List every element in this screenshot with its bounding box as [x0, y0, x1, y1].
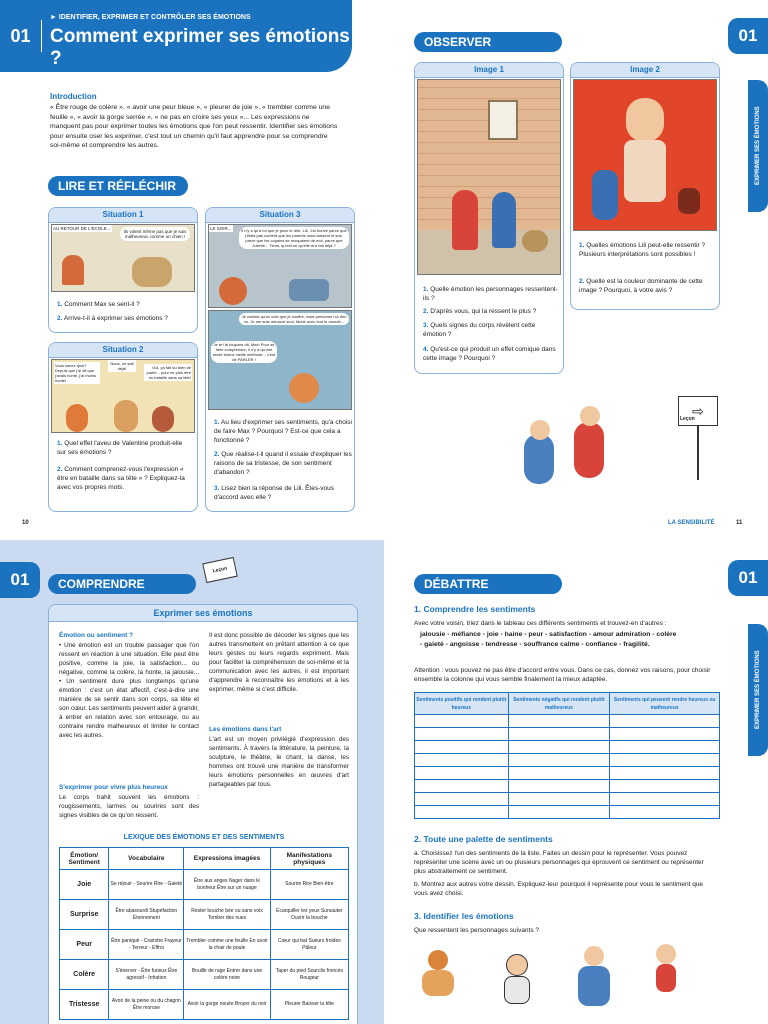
page-gutter [0, 527, 768, 541]
i1-question-4: 4. Qu'est-ce qui produit un effet comique dans cette image ? Pourquoi ? [423, 346, 556, 362]
empty-cell[interactable] [415, 728, 509, 741]
s2-question-1: 1. Quel effet l'aveu de Valentine produit-elle sur ses émotions ? [57, 440, 183, 456]
situation-1-comic [51, 224, 195, 292]
i1-question-2: 2. D'après vous, qui la ressent le plus ? [423, 308, 537, 315]
lili-body [624, 140, 666, 202]
boy-figure [592, 170, 618, 220]
lex-cell: Trembler comme une feuille En avoir la chair de poule [184, 930, 270, 960]
s3-question-1: 1. Au lieu d'exprimer ses sentiments, qu'a choisi de faire Max ? Pourquoi ? Est-ce que cela a fonctionné ? [214, 419, 352, 444]
heading-emotion-sentiment: Émotion ou sentiment ? [59, 632, 134, 639]
page-10 [0, 0, 384, 540]
girl-figure [574, 422, 604, 478]
empty-cell[interactable] [610, 793, 720, 806]
col1-text-2: Le corps trahit souvent les émotions : rougissements, larmes ou sourires sont des signes visibles de ce qu'on ressent. [59, 794, 199, 819]
table-row [415, 741, 720, 754]
empty-cell[interactable] [610, 741, 720, 754]
lex-cell: Surprise [60, 900, 109, 930]
col1-text: • Une émotion est un trouble passager que l'on ressent en réaction à une situation. Elle peut être positive, comme la joie, la satisfaction... ou négative, comme la colère, la honte, la jalousie... • Un sentiment dure plus longtemps qu'une émotion : c'est un état affectif, c'est-à-dire une manière de se sentir dans son corps, sa tête et son cœur. Les sentiments peuvent aider à grandir, à entrer en relation avec son entourage, ou au contraire rendre malheureux et limiter le contact avec les autres. [59, 642, 200, 739]
col2-text: Il est donc possible de décoder les signes que les autres transmettent en prêtant attention à ce que leurs gestes ou leurs regards expriment. Mais pour faciliter la compréhension de soi-même et la communication avec les autres, il est important d'apprendre à reconnaître les émotions et à les exprimer, même si c'est difficile. [209, 632, 349, 693]
s3-caption: LE SOIR... [210, 226, 232, 231]
empty-cell[interactable] [610, 728, 720, 741]
image-2-illustration [573, 79, 717, 231]
side-label: EXPRIMER SES ÉMOTIONS [748, 624, 768, 756]
empty-cell[interactable] [415, 715, 509, 728]
lex-header: Manifestations physiques [270, 848, 348, 870]
sent-header: Sentiments négatifs qui rendent plutôt malheureux [508, 693, 610, 715]
situation-1-title: Situation 1 [49, 208, 197, 223]
character-drawing-4 [648, 944, 684, 1008]
lex-header: Vocabulaire [109, 848, 184, 870]
intro-heading: Introduction [50, 92, 97, 101]
lex-cell: Se réjouir - Sourire Rire - Gaieté [109, 870, 184, 900]
s3-question-3: 3. Lisez bien la réponse de Lili. Êtes-vous d'accord avec elle ? [214, 485, 334, 501]
empty-cell[interactable] [415, 767, 509, 780]
lex-cell: S'énerver - Être furieux Être agressif - Irritation [109, 960, 184, 990]
sent-header: Sentiments qui peuvent rendre heureux ou malheureux [610, 693, 720, 715]
image-2-title: Image 2 [571, 63, 719, 78]
s2-bubble-1: Vous savez quoi? Depuis que j'ai dit que j'avais honte, j'ai moins honte! [54, 362, 100, 384]
empty-cell[interactable] [508, 780, 610, 793]
sign-post [697, 426, 699, 480]
situation-3-box [205, 207, 355, 512]
lex-cell: Taper du pied Sourcils froncés Rougeur [270, 960, 348, 990]
table-row [60, 870, 349, 900]
empty-cell[interactable] [508, 728, 610, 741]
lili-head [626, 98, 664, 142]
lex-cell: Peur [60, 930, 109, 960]
empty-cell[interactable] [508, 793, 610, 806]
situation-2-comic [51, 359, 195, 433]
lili-figure [219, 277, 247, 305]
bed-figure [289, 279, 329, 301]
section-observer: OBSERVER [414, 32, 562, 52]
page-12 [0, 540, 384, 1024]
section-comprendre: COMPRENDRE [48, 574, 196, 594]
empty-cell[interactable] [610, 715, 720, 728]
empty-cell[interactable] [415, 780, 509, 793]
heading-comprendre-sentiments: 1. Comprendre les sentiments [414, 604, 536, 614]
lexique-table [59, 847, 349, 1020]
page-number: 11 [736, 520, 743, 526]
heading-palette: 2. Toute une palette de sentiments [414, 834, 553, 844]
s2-bubble-2: Nous, on sait déjà! [108, 360, 136, 372]
lecon-box [48, 604, 358, 1024]
section-lire-reflechir: LIRE ET RÉFLÉCHIR [48, 176, 188, 196]
lex-cell: Joie [60, 870, 109, 900]
s1-bubble: Ils volent même pas que je suis malheureux comme un chien ! [120, 227, 190, 241]
i2-question-2: 2. Quelle est la couleur dominante de cette image ? Pourquoi, à votre avis ? [579, 278, 703, 294]
instruction-attention: Attention : vous pouvez ne pas être d'accord entre vous. Dans ce cas, donnez vos raisons, pour choisir ensemble la colonne qui vous semble finalement la mieux adaptée. [414, 667, 711, 683]
lex-header: Expressions imagées [184, 848, 270, 870]
character-drawing-3 [572, 946, 616, 1010]
situation-2-title: Situation 2 [49, 343, 197, 358]
chapter-tab: 01 [728, 560, 768, 596]
empty-cell[interactable] [508, 767, 610, 780]
max-figure [289, 373, 319, 403]
lex-cell: Sourire Rire Bien-être [270, 870, 348, 900]
table-row [415, 780, 720, 793]
section-debattre: DÉBATTRE [414, 574, 562, 594]
max-figure [62, 255, 84, 285]
chapter-banner [0, 0, 352, 72]
image-2-box [570, 62, 720, 310]
s3-bubble-1: Il n'y a qu'à toi que je peux le dire, Lili. J'ai trouvé parce que j'étais pas content que les parents nous laissent le soir, parce que les copains se moquaient de moi, parce que Juliette... Tiens, qu'est-ce qu'elle m'a fait déjà ? [239, 227, 349, 249]
empty-cell[interactable] [508, 715, 610, 728]
empty-cell[interactable] [508, 806, 610, 819]
situation-1-box [48, 207, 198, 333]
heading-identifier: 3. Identifier les émotions [414, 911, 514, 921]
image-1-illustration [417, 79, 561, 275]
boy-head [530, 420, 550, 440]
chapter-tab: 01 [0, 562, 40, 598]
chapter-number: 01 [0, 20, 42, 52]
window [488, 100, 518, 140]
s1-caption: AU RETOUR DE L'ÉCOLE... [53, 226, 111, 231]
dog-figure [132, 257, 172, 287]
image-1-title: Image 1 [415, 63, 563, 78]
table-row [60, 960, 349, 990]
i1-question-3: 3. Quels signes du corps révèlent cette émotion ? [423, 322, 536, 338]
s3-question-2: 2. Que réalise-t-il quand il essaie d'expliquer les raisons de sa tristesse, de son sentiment d'abandon ? [214, 451, 352, 476]
lex-cell: Bouillir de rage Entrer dans une colère noire [184, 960, 270, 990]
child-figure [152, 406, 174, 432]
table-row [60, 990, 349, 1020]
heading-heureux: S'exprimer pour vivre plus heureux [59, 784, 168, 791]
sentiment-word-list: jalousie - méfiance - joie - haine - peur - satisfaction - amour admiration - colère - gaieté - angoisse - tendresse - souffrance calme - confiance - fragilité. [420, 631, 677, 648]
table-row [415, 767, 720, 780]
sentiments-table [414, 692, 720, 819]
empty-cell[interactable] [610, 754, 720, 767]
situation-2-box [48, 342, 198, 512]
lex-header: Émotion/ Sentiment [60, 848, 109, 870]
s1-question-2: 2. Arrive-t-il à exprimer ses émotions ? [57, 315, 168, 322]
empty-cell[interactable] [415, 754, 509, 767]
sentiments-table-wrap [414, 692, 720, 819]
lex-cell: Cœur qui bat Sueurs froides Pâleur [270, 930, 348, 960]
lecon-box-title: Exprimer ses émotions [49, 605, 357, 622]
lex-cell: Tristesse [60, 990, 109, 1020]
s2-question-2: 2. Comment comprenez-vous l'expression « être en bataille dans sa tête » ? Expliquez-la avec vos propres mots. [57, 466, 185, 491]
table-row [415, 806, 720, 819]
i1-question-1: 1. Quelle émotion les personnages ressentent-ils ? [423, 286, 558, 302]
page-number: 10 [22, 520, 29, 526]
s3-bubble-3: Je te l'ai toujours dit, Max! Pour se faire comprendre, il n'y a qu'une seule bonne vieille méthode... c'est de PARLER ! [212, 342, 276, 362]
child-figure [66, 404, 88, 432]
s2-bubble-3: Oui, ça fait du bien de parler... pour ne plus être en bataille dans sa tête! [144, 364, 192, 381]
lex-cell: Être abasourdi Stupéfaction Étonnement [109, 900, 184, 930]
s3-bubble-2: Je voulais qu'on voie que je souffre, mais personne n'a rien vu. Je me suis retrouvé seul, fâché avec tout le monde... [239, 313, 349, 325]
empty-cell[interactable] [610, 806, 720, 819]
lex-cell: Rester bouche bée ou sans voix Tomber des nues [184, 900, 270, 930]
running-children-illustration [524, 398, 634, 502]
page-title: Comment exprimer ses émotions ? [50, 26, 350, 69]
table-row [60, 930, 349, 960]
sent-header: Sentiments positifs qui rendent plutôt heureux [415, 693, 509, 715]
child-figure [114, 400, 138, 432]
lexique-title: LEXIQUE DES ÉMOTIONS ET DES SENTIMENTS [123, 834, 285, 841]
intro-text: « Être rouge de colère », « avoir une peur bleue », « pleurer de joie », « trembler comme une feuille », « avoir la gorge serrée », « ne pas en croire ses yeux »... Les expressions ne manquent pas pour exprimer toutes les émotions que l'on peut ressentir. Identifier ses émotions pour ensuite oser les exprimer, c'est tout un chemin qu'il faut apprendre pour se comprendre soi-même et comprendre les autres. [50, 104, 338, 149]
chapter-tab: 01 [728, 18, 768, 54]
boy-figure [524, 434, 554, 484]
lex-cell: Écarquiller les yeux Sursauter Ouvrir la bouche [270, 900, 348, 930]
lecon-tag: Leçon [202, 557, 237, 583]
situation-3-comic-bottom [208, 310, 352, 410]
instruction-2b: b. Montrez aux autres votre dessin. Expliquez-leur pourquoi il représente pour vous le sentiment que vous avez choisi. [414, 881, 704, 897]
empty-cell[interactable] [415, 806, 509, 819]
situation-3-comic-top [208, 224, 352, 308]
cat-figure [678, 188, 700, 214]
max-figure [492, 192, 516, 248]
i2-question-1: 1. Quelles émotions Lili peut-elle ressentir ? Plusieurs interprétations sont possibles ! [579, 242, 706, 258]
empty-cell[interactable] [610, 780, 720, 793]
table-row [415, 715, 720, 728]
table-row [415, 728, 720, 741]
table-row [415, 793, 720, 806]
lex-cell: Avoir de la peine ou du chagrin Être morose [109, 990, 184, 1020]
lexique-table-wrap [59, 847, 349, 1020]
empty-cell[interactable] [415, 741, 509, 754]
lecon-sign-label: Leçon [680, 416, 695, 422]
girl-head [580, 406, 600, 426]
empty-cell[interactable] [508, 754, 610, 767]
instruction-2a: a. Choisissez l'un des sentiments de la liste. Faites un dessin pour le représenter. Vous pouvez représenter une scène avec un ou plusieurs personnages qui éprouvent ce sentiment ou représenter plus abstraitement ce sentiment. [414, 850, 704, 875]
lili-figure [452, 190, 478, 250]
character-drawing-1 [418, 950, 458, 1004]
lex-cell: Colère [60, 960, 109, 990]
chapter-kicker: ► IDENTIFIER, EXPRIMER ET CONTRÔLER SES ÉMOTIONS [50, 14, 251, 21]
table-row [415, 754, 720, 767]
lex-cell: Pleurer Baisser la tête [270, 990, 348, 1020]
empty-cell[interactable] [610, 767, 720, 780]
lex-cell: Être aux anges Nager dans le bonheur Être sur un nuage [184, 870, 270, 900]
col2-text-2: L'art est un moyen privilégié d'expression des sentiments. À travers la littérature, la peinture, la sculpture, le théâtre, le chant, la danse, les hommes ont trouvé une manière de transformer leurs émotions personnelles en œuvres d'art partageables par tous. [209, 736, 349, 788]
empty-cell[interactable] [415, 793, 509, 806]
page-13 [384, 540, 768, 1024]
table-row [60, 900, 349, 930]
lex-cell: Avoir la gorge nouée Broyer du noir [184, 990, 270, 1020]
side-label: EXPRIMER SES ÉMOTIONS [748, 80, 768, 212]
s1-question-1: 1. Comment Max se sent-il ? [57, 301, 140, 308]
dog-figure [522, 230, 548, 252]
situation-3-title: Situation 3 [206, 208, 354, 223]
character-drawing-2 [492, 948, 542, 1008]
heading-art: Les émotions dans l'art [209, 726, 282, 733]
lex-cell: Être paniqué - Craindre Frayeur - Terreur - Effroi [109, 930, 184, 960]
arrow-sign-icon: ⇨ [678, 396, 718, 426]
page-11 [384, 0, 768, 540]
instruction-3: Que ressentent les personnages suivants ? [414, 927, 540, 934]
footer-label: LA SENSIBILITÉ [668, 520, 715, 526]
instruction-1: Avec votre voisin, triez dans le tableau ces différents sentiments et trouvez-en d'autres : [414, 620, 667, 627]
image-1-box [414, 62, 564, 374]
empty-cell[interactable] [508, 741, 610, 754]
